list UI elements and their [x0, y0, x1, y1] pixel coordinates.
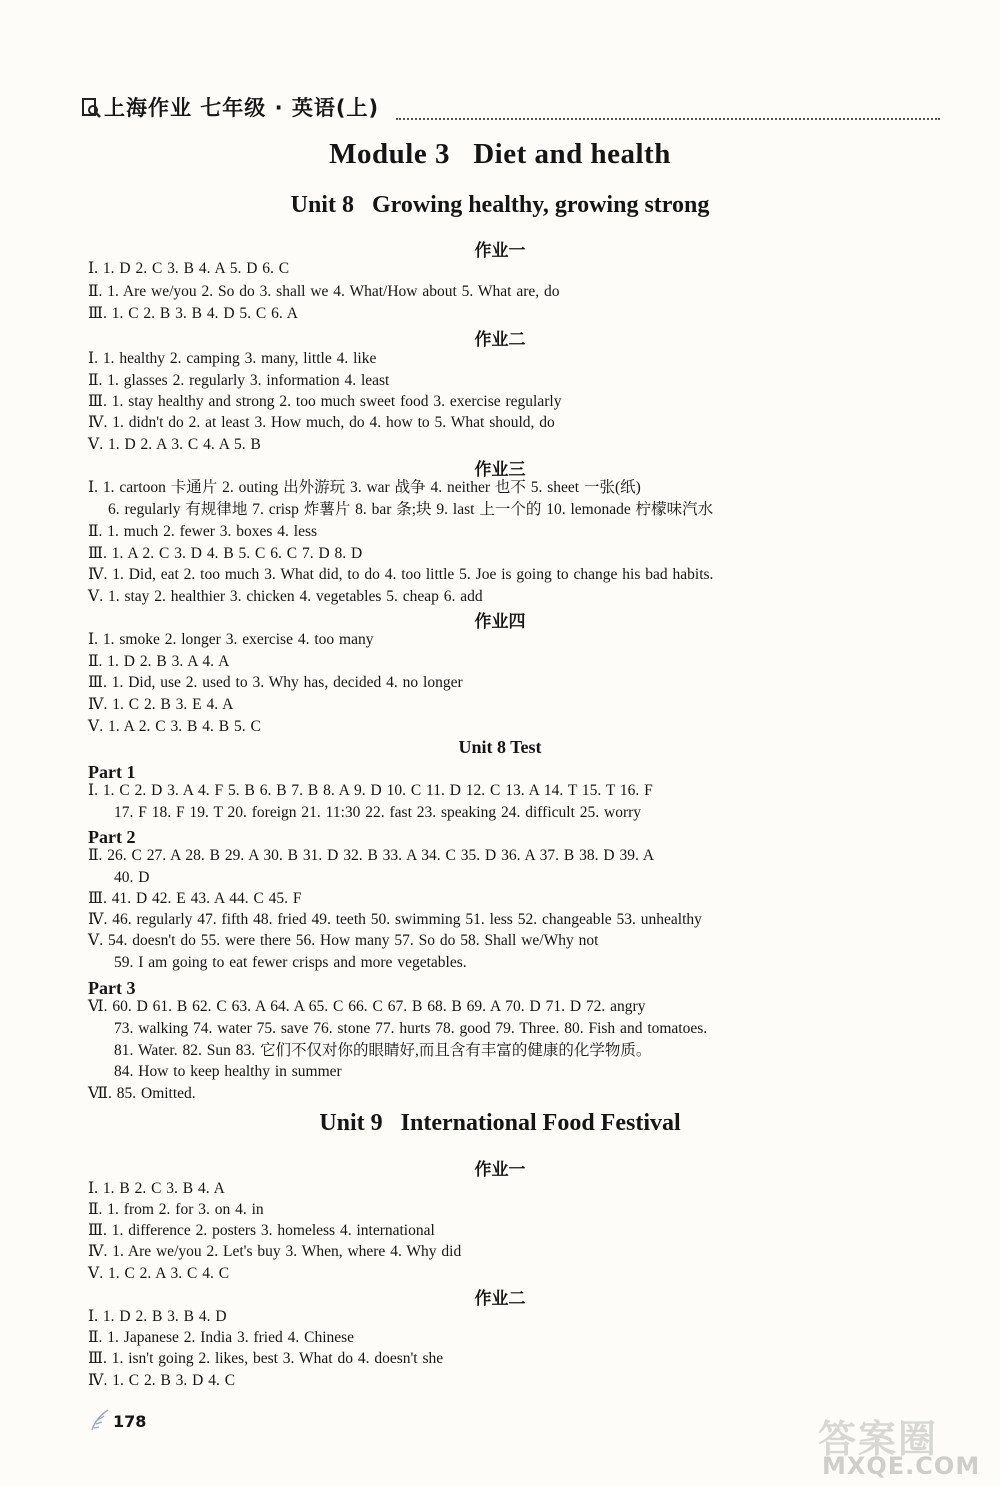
page-number: 178 — [113, 1412, 147, 1431]
answer-line: Ⅰ. 1. smoke 2. longer 3. exercise 4. too many — [88, 631, 374, 648]
answer-line: Ⅰ. 1. B 2. C 3. B 4. A — [88, 1180, 225, 1197]
answer-line: Ⅱ. 1. from 2. for 3. on 4. in — [88, 1201, 264, 1218]
answer-line: Ⅱ. 1. Are we/you 2. So do 3. shall we 4. What/How about 5. What are, do — [88, 283, 560, 300]
answer-line: 6. regularly 有规律地 7. crisp 炸薯片 8. bar 条;块 9. last 上一个的 10. lemonade 柠檬味汽水 — [108, 501, 714, 518]
answer-line: Ⅴ. 1. D 2. A 3. C 4. A 5. B — [88, 436, 261, 453]
unit-9-title: Unit 9 International Food Festival — [319, 1110, 681, 1136]
answer-line: Ⅳ. 1. Did, eat 2. too much 3. What did, to do 4. too little 5. Joe is going to change his bad habits. — [88, 566, 714, 583]
watermark-logo: 答案圈 — [818, 1417, 939, 1461]
answer-line: Ⅴ. 54. doesn't do 55. were there 56. How many 57. So do 58. Shall we/Why not — [88, 932, 599, 949]
unit-8-test-heading: Unit 8 Test — [458, 737, 542, 757]
answer-line: Ⅶ. 85. Omitted. — [88, 1085, 196, 1102]
answer-line: 84. How to keep healthy in summer — [114, 1063, 342, 1080]
answer-line: Ⅱ. 1. glasses 2. regularly 3. information 4. least — [88, 372, 390, 389]
page-header — [80, 92, 940, 132]
module-title: Module 3 Diet and health — [329, 138, 671, 170]
answer-line: Ⅳ. 1. didn't do 2. at least 3. How much, do 4. how to 5. What should, do — [88, 414, 555, 431]
book-title: 上海作业 七年级 · 英语(上) — [104, 96, 380, 120]
answer-line: 73. walking 74. water 75. save 76. stone 77. hurts 78. good 79. Three. 80. Fish and tomatoes. — [114, 1020, 708, 1037]
answer-line: Ⅳ. 1. Are we/you 2. Let's buy 3. When, where 4. Why did — [88, 1243, 462, 1260]
unit-8-homework-1-heading: 作业一 — [474, 241, 526, 261]
answer-line: Ⅲ. 1. A 2. C 3. D 4. B 5. C 6. C 7. D 8. D — [88, 545, 363, 562]
part-1-heading: Part 1 — [88, 762, 136, 782]
answer-line: 40. D — [114, 869, 150, 886]
answer-line: 59. I am going to eat fewer crisps and more vegetables. — [114, 954, 467, 971]
answer-line: Ⅰ. 1. cartoon 卡通片 2. outing 出外游玩 3. war 战争 4. neither 也不 5. sheet 一张(纸) — [88, 479, 641, 496]
part-3-heading: Part 3 — [88, 978, 136, 998]
answer-line: Ⅰ. 1. D 2. C 3. B 4. A 5. D 6. C — [88, 260, 290, 277]
leaf-decoration-icon — [88, 1404, 114, 1434]
answer-line: Ⅰ. 1. C 2. D 3. A 4. F 5. B 6. B 7. B 8. A 9. D 10. C 11. D 12. C 13. A 14. T 15. T 16. F — [88, 782, 653, 799]
answer-line: Ⅴ. 1. C 2. A 3. C 4. C — [88, 1265, 230, 1282]
answer-line: Ⅳ. 1. C 2. B 3. E 4. A — [88, 696, 234, 713]
answer-line: Ⅲ. 1. difference 2. posters 3. homeless 4. international — [88, 1222, 435, 1239]
answer-line: Ⅲ. 1. C 2. B 3. B 4. D 5. C 6. A — [88, 305, 298, 322]
answer-line: Ⅱ. 1. D 2. B 3. A 4. A — [88, 653, 230, 670]
answer-line: Ⅳ. 1. C 2. B 3. D 4. C — [88, 1372, 236, 1389]
answer-line: Ⅴ. 1. stay 2. healthier 3. chicken 4. vegetables 5. cheap 6. add — [88, 588, 483, 605]
answer-line: Ⅴ. 1. A 2. C 3. B 4. B 5. C — [88, 718, 261, 735]
unit-8-homework-2-heading: 作业二 — [474, 330, 526, 350]
unit-8-homework-3-heading: 作业三 — [474, 460, 526, 480]
header-divider — [396, 118, 940, 120]
answer-line: Ⅲ. 41. D 42. E 43. A 44. C 45. F — [88, 890, 302, 907]
watermark-url: MXQE.COM — [822, 1452, 981, 1480]
unit-9-homework-1-heading: 作业一 — [474, 1160, 526, 1180]
book-magnifier-icon — [80, 96, 102, 120]
answer-line: 81. Water. 82. Sun 83. 它们不仅对你的眼睛好,而且含有丰富的健康的化学物质。 — [114, 1042, 652, 1059]
unit-9-homework-2-heading: 作业二 — [474, 1289, 526, 1309]
answer-line: Ⅳ. 46. regularly 47. fifth 48. fried 49. teeth 50. swimming 51. less 52. changeable 53. unhealthy — [88, 911, 702, 928]
answer-line: Ⅱ. 1. much 2. fewer 3. boxes 4. less — [88, 523, 318, 540]
answer-line: Ⅲ. 1. isn't going 2. likes, best 3. What do 4. doesn't she — [88, 1350, 444, 1367]
answer-line: Ⅱ. 26. C 27. A 28. B 29. A 30. B 31. D 32. B 33. A 34. C 35. D 36. A 37. B 38. D 39. A — [88, 847, 655, 864]
answer-line: Ⅱ. 1. Japanese 2. India 3. fried 4. Chinese — [88, 1329, 355, 1346]
answer-line: Ⅵ. 60. D 61. B 62. C 63. A 64. A 65. C 66. C 67. B 68. B 69. A 70. D 71. D 72. angry — [88, 998, 646, 1015]
answer-line: Ⅲ. 1. stay healthy and strong 2. too much sweet food 3. exercise regularly — [88, 393, 562, 410]
unit-8-homework-4-heading: 作业四 — [474, 612, 526, 632]
answer-line: 17. F 18. F 19. T 20. foreign 21. 11:30 22. fast 23. speaking 24. difficult 25. worry — [114, 804, 642, 821]
answer-line: Ⅰ. 1. D 2. B 3. B 4. D — [88, 1308, 227, 1325]
answer-line: Ⅰ. 1. healthy 2. camping 3. many, little 4. like — [88, 350, 377, 367]
part-2-heading: Part 2 — [88, 827, 136, 847]
answer-line: Ⅲ. 1. Did, use 2. used to 3. Why has, decided 4. no longer — [88, 674, 463, 691]
unit-8-title: Unit 8 Growing healthy, growing strong — [290, 192, 710, 218]
